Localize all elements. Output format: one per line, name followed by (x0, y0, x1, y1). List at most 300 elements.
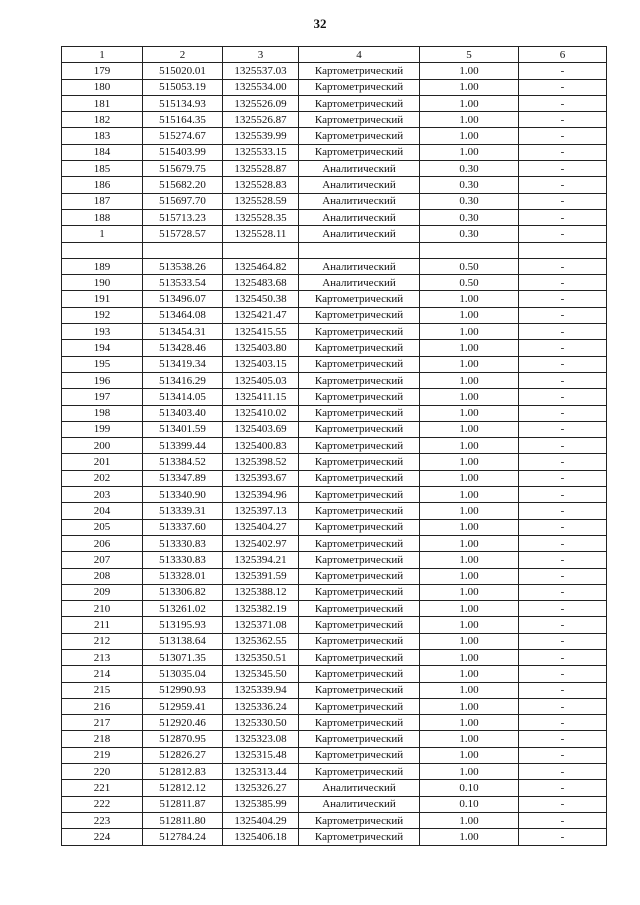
method-cell: Картометрический (299, 731, 420, 747)
page-number: 32 (313, 16, 327, 31)
table-row (62, 487, 607, 503)
y-coordinate-cell: 1325326.27 (223, 780, 299, 796)
method-cell: Картометрический (299, 144, 420, 160)
y-coordinate-cell: 1325388.12 (223, 584, 299, 600)
point-number-cell: 199 (62, 421, 143, 437)
x-coordinate-cell: 512870.95 (143, 731, 223, 747)
method-cell: Аналитический (299, 209, 420, 225)
note-cell: - (519, 666, 607, 682)
accuracy-cell: 1.00 (420, 112, 519, 128)
point-number-cell: 213 (62, 649, 143, 665)
x-coordinate-cell: 513464.08 (143, 307, 223, 323)
y-coordinate-cell: 1325403.80 (223, 340, 299, 356)
note-cell: - (519, 780, 607, 796)
y-coordinate-cell: 1325539.99 (223, 128, 299, 144)
x-coordinate-cell (143, 242, 223, 258)
point-number-cell: 222 (62, 796, 143, 812)
accuracy-cell: 0.50 (420, 275, 519, 291)
accuracy-cell: 1.00 (420, 95, 519, 111)
y-coordinate-cell (223, 242, 299, 258)
accuracy-cell: 1.00 (420, 535, 519, 551)
note-cell: - (519, 128, 607, 144)
table-row (62, 421, 607, 437)
accuracy-cell: 0.30 (420, 177, 519, 193)
method-cell: Картометрический (299, 829, 420, 845)
point-number-cell: 218 (62, 731, 143, 747)
table-body (62, 63, 607, 845)
method-cell: Картометрический (299, 340, 420, 356)
table-row (62, 454, 607, 470)
x-coordinate-cell: 512784.24 (143, 829, 223, 845)
y-coordinate-cell: 1325528.11 (223, 226, 299, 242)
note-cell: - (519, 144, 607, 160)
accuracy-cell: 1.00 (420, 405, 519, 421)
note-cell: - (519, 487, 607, 503)
y-coordinate-cell: 1325464.82 (223, 258, 299, 274)
y-coordinate-cell: 1325362.55 (223, 633, 299, 649)
point-number-cell: 184 (62, 144, 143, 160)
point-number-cell: 179 (62, 63, 143, 79)
point-number-cell: 198 (62, 405, 143, 421)
table-row (62, 79, 607, 95)
note-cell: - (519, 552, 607, 568)
note-cell: - (519, 682, 607, 698)
method-cell: Картометрический (299, 372, 420, 388)
x-coordinate-cell: 515679.75 (143, 161, 223, 177)
note-cell: - (519, 177, 607, 193)
method-cell: Аналитический (299, 193, 420, 209)
y-coordinate-cell: 1325403.69 (223, 421, 299, 437)
x-coordinate-cell: 512812.12 (143, 780, 223, 796)
accuracy-cell: 1.00 (420, 356, 519, 372)
note-cell: - (519, 438, 607, 454)
x-coordinate-cell: 512812.83 (143, 764, 223, 780)
x-coordinate-cell: 513340.90 (143, 487, 223, 503)
accuracy-cell: 0.30 (420, 161, 519, 177)
y-coordinate-cell: 1325339.94 (223, 682, 299, 698)
y-coordinate-cell: 1325398.52 (223, 454, 299, 470)
table-row (62, 796, 607, 812)
point-number-cell: 190 (62, 275, 143, 291)
accuracy-cell: 1.00 (420, 666, 519, 682)
note-cell: - (519, 226, 607, 242)
y-coordinate-cell: 1325526.09 (223, 95, 299, 111)
column-header: 1 (62, 47, 143, 63)
point-number-cell: 195 (62, 356, 143, 372)
note-cell: - (519, 405, 607, 421)
accuracy-cell: 1.00 (420, 389, 519, 405)
x-coordinate-cell: 513414.05 (143, 389, 223, 405)
accuracy-cell: 1.00 (420, 454, 519, 470)
y-coordinate-cell: 1325421.47 (223, 307, 299, 323)
note-cell: - (519, 649, 607, 665)
method-cell: Аналитический (299, 258, 420, 274)
accuracy-cell: 1.00 (420, 812, 519, 828)
note-cell: - (519, 421, 607, 437)
x-coordinate-cell: 513428.46 (143, 340, 223, 356)
method-cell: Аналитический (299, 780, 420, 796)
table-row (62, 177, 607, 193)
point-number-cell: 208 (62, 568, 143, 584)
method-cell: Аналитический (299, 161, 420, 177)
table-row (62, 812, 607, 828)
point-number-cell: 204 (62, 503, 143, 519)
point-number-cell: 219 (62, 747, 143, 763)
x-coordinate-cell: 515403.99 (143, 144, 223, 160)
table-row (62, 372, 607, 388)
point-number-cell: 224 (62, 829, 143, 845)
y-coordinate-cell: 1325336.24 (223, 698, 299, 714)
column-header: 3 (223, 47, 299, 63)
method-cell: Картометрический (299, 79, 420, 95)
table-row (62, 128, 607, 144)
method-cell: Картометрический (299, 356, 420, 372)
point-number-cell: 215 (62, 682, 143, 698)
table-row (62, 242, 607, 258)
method-cell: Картометрический (299, 291, 420, 307)
point-number-cell: 207 (62, 552, 143, 568)
method-cell: Картометрический (299, 764, 420, 780)
table-row (62, 519, 607, 535)
y-coordinate-cell: 1325404.27 (223, 519, 299, 535)
table-row (62, 405, 607, 421)
method-cell: Картометрический (299, 747, 420, 763)
method-cell: Картометрический (299, 552, 420, 568)
accuracy-cell: 1.00 (420, 340, 519, 356)
x-coordinate-cell: 513416.29 (143, 372, 223, 388)
point-number-cell: 201 (62, 454, 143, 470)
note-cell: - (519, 698, 607, 714)
point-number-cell: 193 (62, 324, 143, 340)
table-row (62, 193, 607, 209)
y-coordinate-cell: 1325391.59 (223, 568, 299, 584)
x-coordinate-cell: 513337.60 (143, 519, 223, 535)
x-coordinate-cell: 515713.23 (143, 209, 223, 225)
note-cell: - (519, 715, 607, 731)
y-coordinate-cell: 1325406.18 (223, 829, 299, 845)
point-number-cell: 200 (62, 438, 143, 454)
table-row (62, 568, 607, 584)
note-cell: - (519, 454, 607, 470)
point-number-cell: 203 (62, 487, 143, 503)
x-coordinate-cell: 515682.20 (143, 177, 223, 193)
method-cell: Картометрический (299, 503, 420, 519)
x-coordinate-cell: 513496.07 (143, 291, 223, 307)
x-coordinate-cell: 513454.31 (143, 324, 223, 340)
point-number-cell: 185 (62, 161, 143, 177)
x-coordinate-cell: 512811.87 (143, 796, 223, 812)
method-cell: Картометрический (299, 470, 420, 486)
x-coordinate-cell: 513403.40 (143, 405, 223, 421)
method-cell: Картометрический (299, 405, 420, 421)
table-row (62, 747, 607, 763)
table-row (62, 552, 607, 568)
point-number-cell: 210 (62, 601, 143, 617)
y-coordinate-cell: 1325528.35 (223, 209, 299, 225)
point-number-cell: 180 (62, 79, 143, 95)
y-coordinate-cell: 1325313.44 (223, 764, 299, 780)
table-row (62, 731, 607, 747)
x-coordinate-cell: 515697.70 (143, 193, 223, 209)
point-number-cell: 223 (62, 812, 143, 828)
note-cell: - (519, 633, 607, 649)
y-coordinate-cell: 1325404.29 (223, 812, 299, 828)
note-cell: - (519, 764, 607, 780)
point-number-cell: 221 (62, 780, 143, 796)
note-cell: - (519, 617, 607, 633)
note-cell: - (519, 324, 607, 340)
point-number-cell: 220 (62, 764, 143, 780)
x-coordinate-cell: 512920.46 (143, 715, 223, 731)
note-cell: - (519, 95, 607, 111)
accuracy-cell: 1.00 (420, 731, 519, 747)
accuracy-cell: 1.00 (420, 63, 519, 79)
note-cell: - (519, 209, 607, 225)
method-cell: Картометрический (299, 601, 420, 617)
y-coordinate-cell: 1325415.55 (223, 324, 299, 340)
y-coordinate-cell: 1325385.99 (223, 796, 299, 812)
x-coordinate-cell: 512959.41 (143, 698, 223, 714)
accuracy-cell: 1.00 (420, 829, 519, 845)
table-header-row (62, 47, 607, 63)
y-coordinate-cell: 1325345.50 (223, 666, 299, 682)
method-cell: Картометрический (299, 666, 420, 682)
accuracy-cell: 1.00 (420, 601, 519, 617)
x-coordinate-cell: 515274.67 (143, 128, 223, 144)
y-coordinate-cell: 1325450.38 (223, 291, 299, 307)
column-header: 5 (420, 47, 519, 63)
y-coordinate-cell: 1325533.15 (223, 144, 299, 160)
point-number-cell: 196 (62, 372, 143, 388)
point-number-cell: 197 (62, 389, 143, 405)
coordinates-table (61, 46, 607, 846)
method-cell: Аналитический (299, 226, 420, 242)
y-coordinate-cell: 1325403.15 (223, 356, 299, 372)
accuracy-cell: 1.00 (420, 633, 519, 649)
table-row (62, 95, 607, 111)
y-coordinate-cell: 1325394.96 (223, 487, 299, 503)
accuracy-cell: 0.10 (420, 780, 519, 796)
point-number-cell: 194 (62, 340, 143, 356)
point-number-cell: 188 (62, 209, 143, 225)
table-row (62, 780, 607, 796)
table-row (62, 63, 607, 79)
table-row (62, 535, 607, 551)
column-header: 4 (299, 47, 420, 63)
note-cell: - (519, 307, 607, 323)
note-cell: - (519, 470, 607, 486)
table-row (62, 258, 607, 274)
table-row (62, 764, 607, 780)
accuracy-cell (420, 242, 519, 258)
table-row (62, 356, 607, 372)
method-cell: Картометрический (299, 307, 420, 323)
point-number-cell: 182 (62, 112, 143, 128)
x-coordinate-cell: 515134.93 (143, 95, 223, 111)
method-cell: Картометрический (299, 63, 420, 79)
point-number-cell: 216 (62, 698, 143, 714)
note-cell: - (519, 275, 607, 291)
column-header: 6 (519, 47, 607, 63)
x-coordinate-cell: 513538.26 (143, 258, 223, 274)
table-row (62, 307, 607, 323)
table-row (62, 698, 607, 714)
x-coordinate-cell: 513399.44 (143, 438, 223, 454)
table-row (62, 649, 607, 665)
point-number-cell: 211 (62, 617, 143, 633)
accuracy-cell: 1.00 (420, 421, 519, 437)
method-cell: Картометрический (299, 698, 420, 714)
accuracy-cell: 1.00 (420, 324, 519, 340)
method-cell: Аналитический (299, 796, 420, 812)
note-cell: - (519, 535, 607, 551)
note-cell: - (519, 519, 607, 535)
note-cell: - (519, 291, 607, 307)
x-coordinate-cell: 513419.34 (143, 356, 223, 372)
x-coordinate-cell: 513384.52 (143, 454, 223, 470)
method-cell: Картометрический (299, 112, 420, 128)
point-number-cell: 206 (62, 535, 143, 551)
note-cell: - (519, 812, 607, 828)
method-cell: Картометрический (299, 324, 420, 340)
note-cell: - (519, 503, 607, 519)
point-number-cell: 183 (62, 128, 143, 144)
accuracy-cell: 1.00 (420, 487, 519, 503)
y-coordinate-cell: 1325534.00 (223, 79, 299, 95)
method-cell: Картометрический (299, 715, 420, 731)
accuracy-cell: 1.00 (420, 307, 519, 323)
y-coordinate-cell: 1325394.21 (223, 552, 299, 568)
column-header: 2 (143, 47, 223, 63)
y-coordinate-cell: 1325528.87 (223, 161, 299, 177)
x-coordinate-cell: 513328.01 (143, 568, 223, 584)
y-coordinate-cell: 1325402.97 (223, 535, 299, 551)
x-coordinate-cell: 513330.83 (143, 535, 223, 551)
accuracy-cell: 1.00 (420, 552, 519, 568)
table-row (62, 144, 607, 160)
accuracy-cell: 1.00 (420, 764, 519, 780)
method-cell: Аналитический (299, 177, 420, 193)
note-cell: - (519, 601, 607, 617)
table-row (62, 601, 607, 617)
y-coordinate-cell: 1325410.02 (223, 405, 299, 421)
method-cell: Картометрический (299, 487, 420, 503)
table-row (62, 438, 607, 454)
y-coordinate-cell: 1325330.50 (223, 715, 299, 731)
table-row (62, 584, 607, 600)
y-coordinate-cell: 1325528.59 (223, 193, 299, 209)
note-cell: - (519, 79, 607, 95)
x-coordinate-cell: 513306.82 (143, 584, 223, 600)
accuracy-cell: 1.00 (420, 372, 519, 388)
table-row (62, 503, 607, 519)
x-coordinate-cell: 515053.19 (143, 79, 223, 95)
point-number-cell: 192 (62, 307, 143, 323)
y-coordinate-cell: 1325526.87 (223, 112, 299, 128)
y-coordinate-cell: 1325393.67 (223, 470, 299, 486)
accuracy-cell: 0.50 (420, 258, 519, 274)
table-row (62, 275, 607, 291)
note-cell: - (519, 193, 607, 209)
x-coordinate-cell: 513330.83 (143, 552, 223, 568)
table-row (62, 389, 607, 405)
accuracy-cell: 1.00 (420, 519, 519, 535)
method-cell: Картометрический (299, 421, 420, 437)
method-cell: Картометрический (299, 389, 420, 405)
table-row (62, 209, 607, 225)
x-coordinate-cell: 513071.35 (143, 649, 223, 665)
accuracy-cell: 0.10 (420, 796, 519, 812)
accuracy-cell: 1.00 (420, 470, 519, 486)
x-coordinate-cell: 515164.35 (143, 112, 223, 128)
y-coordinate-cell: 1325323.08 (223, 731, 299, 747)
point-number-cell: 214 (62, 666, 143, 682)
x-coordinate-cell: 513401.59 (143, 421, 223, 437)
point-number-cell: 181 (62, 95, 143, 111)
method-cell: Аналитический (299, 275, 420, 291)
accuracy-cell: 0.30 (420, 193, 519, 209)
method-cell: Картометрический (299, 535, 420, 551)
table-row (62, 161, 607, 177)
method-cell: Картометрический (299, 812, 420, 828)
note-cell: - (519, 731, 607, 747)
point-number-cell: 205 (62, 519, 143, 535)
x-coordinate-cell: 512990.93 (143, 682, 223, 698)
table-row (62, 666, 607, 682)
table-row (62, 470, 607, 486)
method-cell: Картометрический (299, 584, 420, 600)
method-cell: Картометрический (299, 438, 420, 454)
point-number-cell: 202 (62, 470, 143, 486)
x-coordinate-cell: 512826.27 (143, 747, 223, 763)
point-number-cell: 212 (62, 633, 143, 649)
table-row (62, 682, 607, 698)
accuracy-cell: 1.00 (420, 715, 519, 731)
table-row (62, 226, 607, 242)
method-cell: Картометрический (299, 633, 420, 649)
accuracy-cell: 0.30 (420, 226, 519, 242)
note-cell (519, 242, 607, 258)
table-row (62, 617, 607, 633)
accuracy-cell: 1.00 (420, 649, 519, 665)
point-number-cell (62, 242, 143, 258)
x-coordinate-cell: 515020.01 (143, 63, 223, 79)
method-cell: Картометрический (299, 454, 420, 470)
table-row (62, 829, 607, 845)
point-number-cell: 186 (62, 177, 143, 193)
method-cell: Картометрический (299, 95, 420, 111)
accuracy-cell: 1.00 (420, 144, 519, 160)
x-coordinate-cell: 513138.64 (143, 633, 223, 649)
y-coordinate-cell: 1325405.03 (223, 372, 299, 388)
table-row (62, 112, 607, 128)
y-coordinate-cell: 1325371.08 (223, 617, 299, 633)
note-cell: - (519, 584, 607, 600)
point-number-cell: 191 (62, 291, 143, 307)
table-row (62, 291, 607, 307)
note-cell: - (519, 112, 607, 128)
y-coordinate-cell: 1325350.51 (223, 649, 299, 665)
y-coordinate-cell: 1325528.83 (223, 177, 299, 193)
y-coordinate-cell: 1325537.03 (223, 63, 299, 79)
x-coordinate-cell: 513339.31 (143, 503, 223, 519)
x-coordinate-cell: 513261.02 (143, 601, 223, 617)
y-coordinate-cell: 1325315.48 (223, 747, 299, 763)
y-coordinate-cell: 1325411.15 (223, 389, 299, 405)
x-coordinate-cell: 515728.57 (143, 226, 223, 242)
note-cell: - (519, 568, 607, 584)
accuracy-cell: 1.00 (420, 79, 519, 95)
